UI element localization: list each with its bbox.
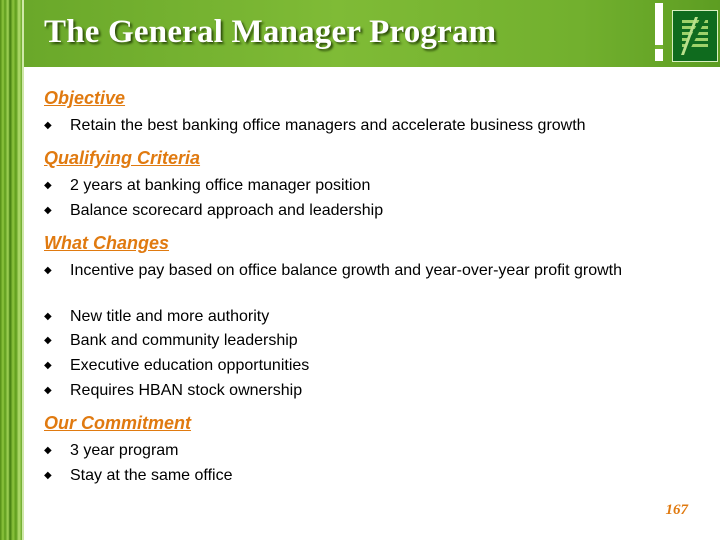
- diamond-bullet-icon: ◆: [44, 335, 52, 346]
- diamond-bullet-icon: ◆: [44, 360, 52, 371]
- list-item: ◆ Requires HBAN stock ownership: [44, 382, 303, 399]
- diamond-bullet-icon: ◆: [44, 445, 52, 456]
- list-item: ◆ Incentive pay based on office balance growth and year-over-year profit growth: [44, 262, 623, 279]
- diamond-bullet-icon: ◆: [44, 180, 52, 191]
- diamond-bullet-icon: ◆: [44, 205, 52, 216]
- section-heading-what-changes: What Changes: [44, 233, 170, 253]
- diamond-bullet-icon: ◆: [44, 385, 52, 396]
- list-item: ◆ 3 year program: [44, 442, 179, 459]
- diamond-bullet-icon: ◆: [44, 120, 52, 131]
- list-item: ◆ Stay at the same office: [44, 467, 233, 484]
- list-item: ◆ Balance scorecard approach and leadership: [44, 202, 384, 219]
- section-heading-qualifying-criteria: Qualifying Criteria: [44, 148, 201, 168]
- section-heading-objective: Objective: [44, 88, 126, 108]
- bank-logo-graphic: [673, 11, 717, 61]
- list-item: ◆ 2 years at banking office manager position: [44, 177, 371, 194]
- diamond-bullet-icon: ◆: [44, 311, 52, 322]
- slide-title: The General Manager Program: [44, 14, 497, 50]
- logo-divider-bar: [655, 3, 663, 61]
- diamond-bullet-icon: ◆: [44, 470, 52, 481]
- page-number: 167: [665, 502, 688, 518]
- bank-logo-icon: [672, 10, 718, 62]
- diamond-bullet-icon: ◆: [44, 265, 52, 276]
- list-item: ◆ Bank and community leadership: [44, 332, 298, 349]
- left-decorative-stripes: [0, 0, 22, 540]
- section-heading-our-commitment: Our Commitment: [44, 413, 192, 433]
- list-item: ◆ Executive education opportunities: [44, 357, 310, 374]
- list-item: ◆ New title and more authority: [44, 308, 270, 325]
- list-item: ◆ Retain the best banking office managers and accelerate business growth: [44, 117, 586, 134]
- left-stripe-highlight: [22, 0, 24, 540]
